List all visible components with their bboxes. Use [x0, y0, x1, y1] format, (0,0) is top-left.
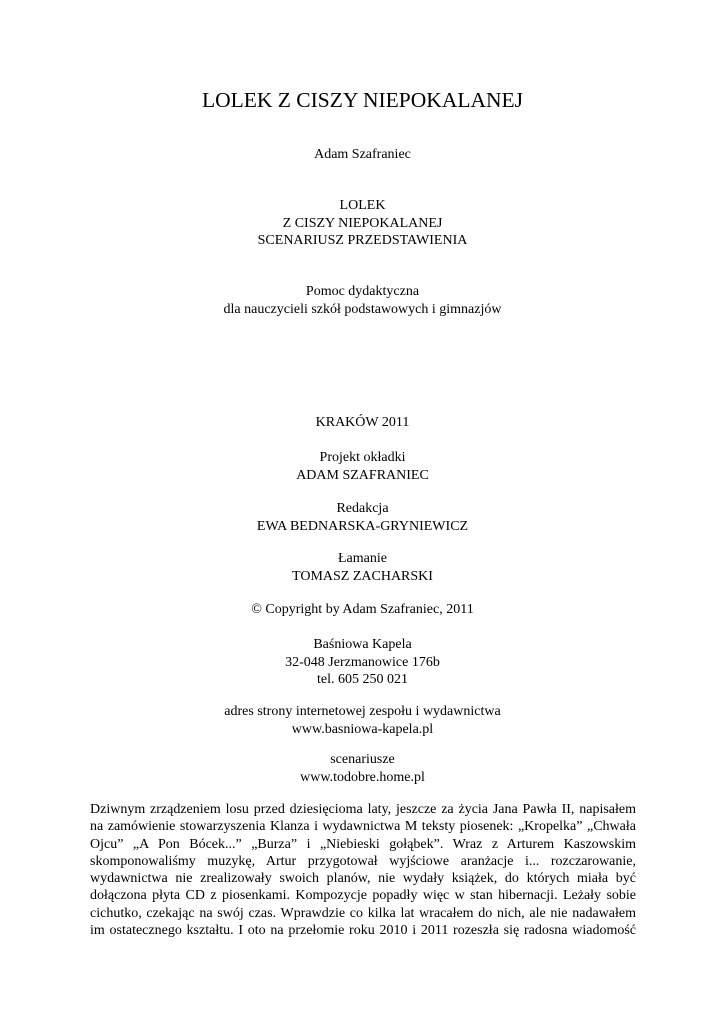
- cover-credit: [0, 449, 725, 484]
- page-title: LOLEK Z CISZY NIEPOKALANEJ: [201, 88, 524, 112]
- scripts-url: www.todobre.home.pl: [300, 769, 425, 785]
- publisher-name: Baśniowa Kapela: [313, 637, 412, 652]
- editing-credit: [0, 500, 725, 535]
- publisher-phone: tel. 605 250 021: [317, 672, 408, 687]
- author-line: Adam Szafraniec: [314, 147, 411, 162]
- layout-name: TOMASZ ZACHARSKI: [292, 568, 433, 584]
- editing-label: Redakcja: [336, 501, 389, 516]
- intro-paragraph: [90, 801, 636, 939]
- copyright-line: © Copyright by Adam Szafraniec, 2011: [251, 602, 474, 617]
- paragraph-line: wydawnictwa nie zrealizowały swoich planów, nie wydały książek, do których miała być: [90, 871, 636, 887]
- subtitle-line: LOLEK: [339, 198, 386, 213]
- scripts-block: [0, 751, 725, 786]
- paragraph-line: cichutko, czekając na swój czas. Wprawdzie co kilka lat wracałem do nich, ale nie nadawałem: [90, 905, 636, 921]
- aid-line: Pomoc dydaktyczna: [305, 284, 420, 299]
- paragraph-line: na zamówienie stowarzyszenia Klanza i wydawnictwa M teksty piosenek: „Kropelka” „Chwała: [90, 819, 636, 835]
- paragraph-line: im ostatecznego kształtu. I oto na przełomie roku 2010 i 2011 rozeszła się radosna wiadomość: [90, 923, 636, 939]
- subtitle-line: Z CISZY NIEPOKALANEJ: [282, 215, 443, 231]
- website-url: www.basniowa-kapela.pl: [291, 721, 434, 737]
- subtitle-line: SCENARIUSZ PRZEDSTAWIENIA: [257, 233, 468, 248]
- publisher-address: 32-048 Jerzmanowice 176b: [285, 654, 440, 670]
- layout-label: Łamanie: [338, 551, 387, 566]
- layout-credit: [0, 550, 725, 585]
- scripts-label: scenariusze: [330, 752, 395, 767]
- author-name: [0, 146, 725, 164]
- aid-line: dla nauczycieli szkół podstawowych i gimnazjów: [223, 301, 502, 317]
- paragraph-line: Dziwnym zrządzeniem losu przed dziesięcioma laty, jeszcze za życia Jana Pawła II, napisałem: [90, 802, 636, 817]
- place-year-line: KRAKÓW 2011: [315, 415, 410, 430]
- subtitle-block: [0, 197, 725, 250]
- cover-label: Projekt okładki: [319, 450, 406, 465]
- cover-name: ADAM SZAFRANIEC: [296, 467, 429, 483]
- didactic-aid-block: [0, 283, 725, 318]
- publisher-block: [0, 636, 725, 689]
- paragraph-line: dołączona płyta CD z piosenkami. Kompozycje popadły więc w stan hibernacji. Leżały sobie: [90, 888, 636, 904]
- website-block: [0, 703, 725, 738]
- paragraph-line: skomponowaliśmy muzykę, Artur przygotował wyjściowe aranżacje i... rozczarowanie,: [90, 853, 636, 869]
- website-label: adres strony internetowej zespołu i wydawnictwa: [224, 704, 501, 719]
- place-year: [0, 414, 725, 432]
- paragraph-line: Ojcu” „A Pon Bócek...” „Burza” i „Niebieski gołąbek”. Wraz z Arturem Kaszowskim: [90, 836, 636, 852]
- editing-name: EWA BEDNARSKA-GRYNIEWICZ: [256, 518, 469, 534]
- copyright-notice: [0, 601, 725, 619]
